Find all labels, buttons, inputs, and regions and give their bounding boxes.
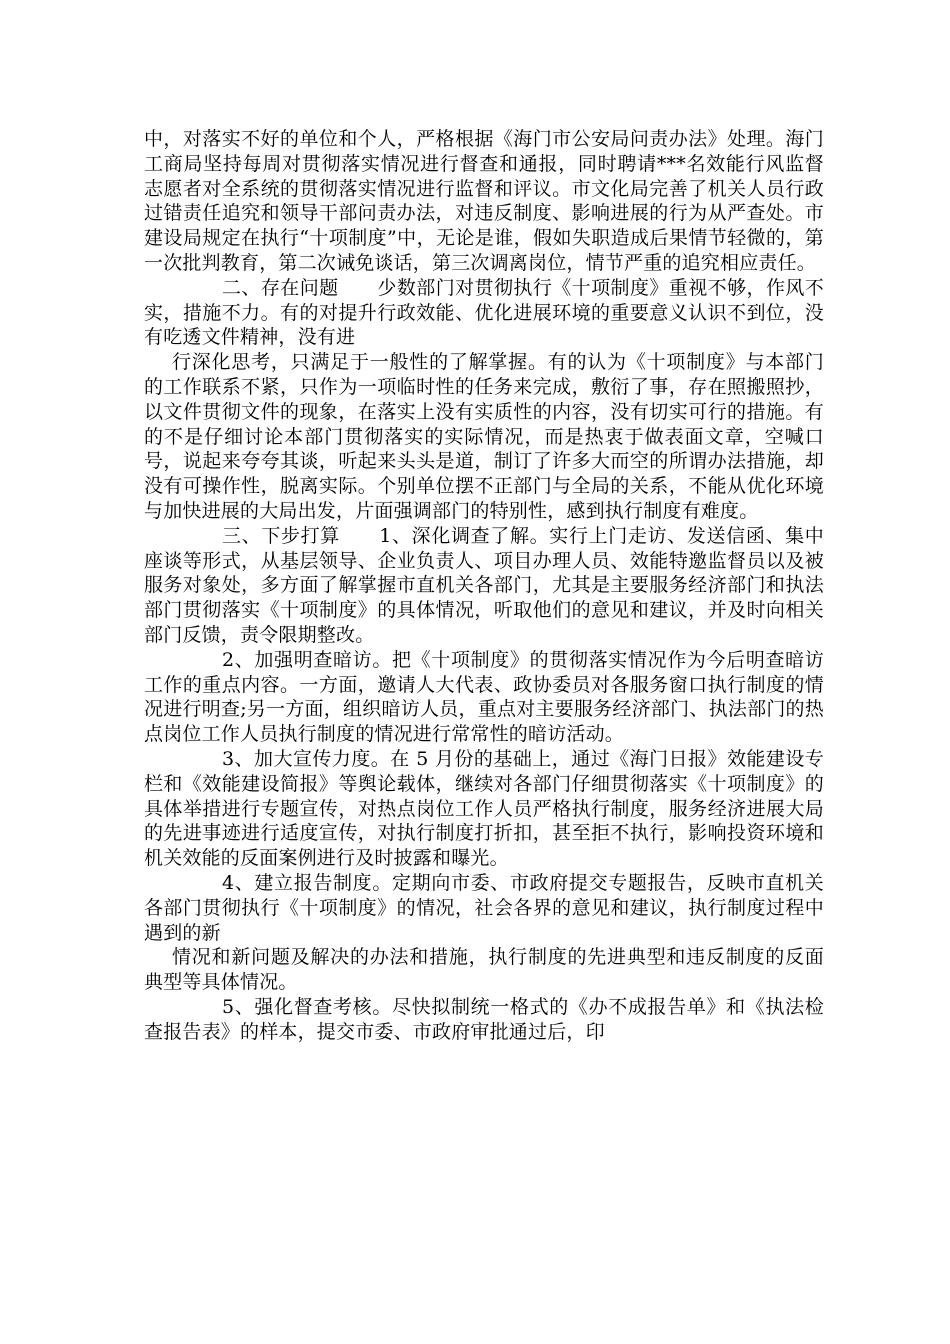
document-body bbox=[144, 127, 824, 1044]
paragraph-reporting-continued: 情况和新问题及解决的办法和措施，执行制度的先进典型和违反制度的反面典型等具体情况。 bbox=[144, 946, 824, 994]
paragraph-reporting-system: 4、建立报告制度。定期向市委、市政府提交专题报告，反映市直机关各部门贯彻执行《十项制度》的情况，社会各界的意见和建议，执行制度过程中遇到的新 bbox=[144, 871, 824, 944]
paragraph-accountability-measures: 中，对落实不好的单位和个人，严格根据《海门市公安局问责办法》处理。海门工商局坚持每周对贯彻落实情况进行督查和通报，同时聘请***名效能行风监督志愿者对全系统的贯彻落实情况进行监督和评议。市文化局完善了机关人员行政过错责任追究和领导干部问责办法，对违反制度、影响进展的行为从严查处。市建设局规定在执行“十项制度”中，无论是谁，假如失职造成后果情节轻微的，第一次批判教育，第二次诫免谈话，第三次调离岗位，情节严重的追究相应责任。 bbox=[144, 128, 824, 274]
paragraph-next-steps: 三、下步打算 1、深化调查了解。实行上门走访、发送信函、集中座谈等形式，从基层领导、企业负责人、项目办理人员、效能特邀监督员以及被服务对象处，多方面了解掌握市直机关各部门，尤其是主要服务经济部门和执法部门贯彻落实《十项制度》的具体情况，听取他们的意见和建议，并及时向相关部门反馈，责令限期整改。 bbox=[144, 524, 824, 646]
paragraph-existing-problems: 二、存在问题 少数部门对贯彻执行《十项制度》重视不够，作风不实，措施不力。有的对提升行政效能、优化进展环境的重要意义认识不到位，没有吃透文件精神，没有进 bbox=[144, 276, 824, 349]
paragraph-inspections: 2、加强明查暗访。把《十项制度》的贯彻落实情况作为今后明查暗访工作的重点内容。一方面，邀请人大代表、政协委员对各服务窗口执行制度的情况进行明查;另一方面，组织暗访人员，重点对主要服务经济部门、执法部门的热点岗位工作人员执行制度的情况进行常常性的暗访活动。 bbox=[144, 648, 824, 746]
paragraph-problems-continued: 行深化思考，只满足于一般性的了解掌握。有的认为《十项制度》与本部门的工作联系不紧，只作为一项临时性的任务来完成，敷衍了事，存在照搬照抄，以文件贯彻文件的现象，在落实上没有实质性的内容，没有切实可行的措施。有的不是仔细讨论本部门贯彻落实的实际情况，而是热衷于做表面文章，空喊口号，说起来夸夸其谈，听起来头头是道，制订了许多大而空的所谓办法措施，却没有可操作性，脱离实际。个别单位摆不正部门与全局的关系，不能从优化环境与加快进展的大局出发，片面强调部门的特别性，感到执行制度有难度。 bbox=[144, 351, 824, 522]
paragraph-publicity: 3、加大宣传力度。在 5 月份的基础上，通过《海门日报》效能建设专栏和《效能建设简报》等舆论载体，继续对各部门仔细贯彻落实《十项制度》的具体举措进行专题宣传，对热点岗位工作人员严格执行制度，服务经济进展大局的先进事迹进行适度宣传，对执行制度打折扣，甚至拒不执行，影响投资环境和机关效能的反面案例进行及时披露和曝光。 bbox=[144, 747, 824, 870]
paragraph-supervision: 5、强化督查考核。尽快拟制统一格式的《办不成报告单》和《执法检查报告表》的样本，提交市委、市政府审批通过后，印 bbox=[144, 995, 824, 1043]
